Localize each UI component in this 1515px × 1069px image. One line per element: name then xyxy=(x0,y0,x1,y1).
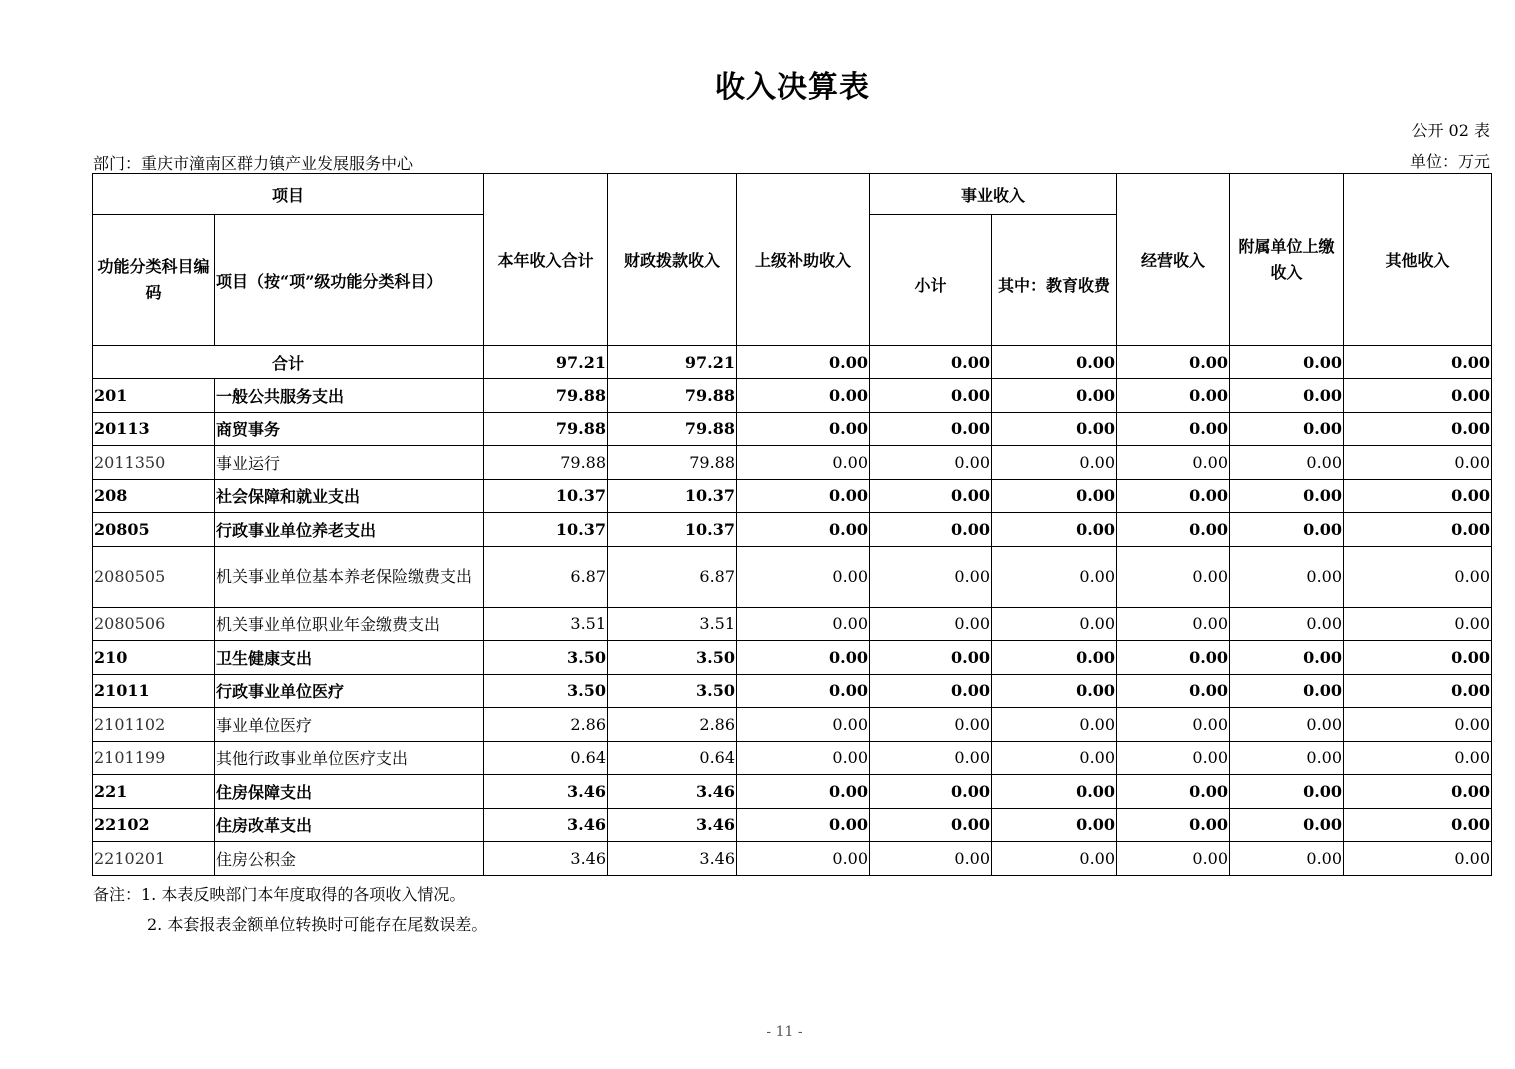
header-business-income: 事业收入 xyxy=(870,174,1117,215)
row-code: 2210201 xyxy=(93,842,215,876)
row-name: 机关事业单位基本养老保险缴费支出 xyxy=(215,546,484,607)
row-value: 0.00 xyxy=(1344,479,1492,513)
row-value: 0.00 xyxy=(870,412,992,446)
row-value: 0.00 xyxy=(1230,479,1344,513)
row-value: 0.00 xyxy=(737,808,870,842)
header-code: 功能分类科目编码 xyxy=(93,215,215,346)
row-code: 201 xyxy=(93,379,215,413)
row-value: 0.00 xyxy=(992,546,1117,607)
row-code: 20805 xyxy=(93,513,215,547)
row-value: 0.00 xyxy=(1230,741,1344,775)
row-value: 0.00 xyxy=(1230,674,1344,708)
row-value: 3.51 xyxy=(608,607,737,641)
row-value: 0.00 xyxy=(1230,842,1344,876)
row-value: 0.00 xyxy=(737,641,870,675)
header-subtotal: 小计 xyxy=(870,215,992,346)
row-value: 0.00 xyxy=(1117,674,1230,708)
total-value: 97.21 xyxy=(608,346,737,379)
table-row xyxy=(93,808,1492,842)
row-value: 0.00 xyxy=(1230,607,1344,641)
row-value: 3.46 xyxy=(608,842,737,876)
row-value: 0.00 xyxy=(992,379,1117,413)
table-row xyxy=(93,379,1492,413)
row-name: 行政事业单位养老支出 xyxy=(215,513,484,547)
row-value: 10.37 xyxy=(608,513,737,547)
row-code: 21011 xyxy=(93,674,215,708)
row-value: 0.00 xyxy=(992,708,1117,742)
row-value: 0.00 xyxy=(1344,379,1492,413)
row-value: 0.00 xyxy=(737,842,870,876)
row-value: 0.00 xyxy=(1117,479,1230,513)
row-value: 0.00 xyxy=(992,842,1117,876)
row-value: 0.00 xyxy=(992,775,1117,809)
row-value: 0.00 xyxy=(1230,808,1344,842)
row-value: 0.00 xyxy=(992,607,1117,641)
row-name: 商贸事务 xyxy=(215,412,484,446)
row-value: 0.00 xyxy=(870,446,992,480)
row-value: 0.00 xyxy=(870,808,992,842)
row-value: 0.00 xyxy=(737,379,870,413)
table-row xyxy=(93,479,1492,513)
table-row xyxy=(93,741,1492,775)
row-value: 10.37 xyxy=(608,479,737,513)
row-code: 2080505 xyxy=(93,546,215,607)
row-code: 2101199 xyxy=(93,741,215,775)
row-value: 3.50 xyxy=(484,674,608,708)
total-value: 0.00 xyxy=(1117,346,1230,379)
row-value: 0.00 xyxy=(1230,412,1344,446)
row-value: 0.00 xyxy=(1344,513,1492,547)
income-table xyxy=(92,173,1492,876)
total-value: 0.00 xyxy=(1344,346,1492,379)
row-value: 0.00 xyxy=(737,479,870,513)
row-value: 0.00 xyxy=(1344,641,1492,675)
row-value: 0.00 xyxy=(870,674,992,708)
row-value: 0.00 xyxy=(870,775,992,809)
row-value: 0.00 xyxy=(870,842,992,876)
row-value: 0.00 xyxy=(1117,513,1230,547)
report-title: 收入决算表 xyxy=(715,70,870,105)
row-name: 事业运行 xyxy=(215,446,484,480)
total-value: 97.21 xyxy=(484,346,608,379)
header-upper: 上级补助收入 xyxy=(737,174,870,346)
row-value: 0.00 xyxy=(870,607,992,641)
row-name: 住房保障支出 xyxy=(215,775,484,809)
total-value: 0.00 xyxy=(1230,346,1344,379)
row-value: 0.00 xyxy=(992,808,1117,842)
header-other: 其他收入 xyxy=(1344,174,1492,346)
table-row xyxy=(93,412,1492,446)
row-value: 0.00 xyxy=(737,546,870,607)
row-value: 0.00 xyxy=(1344,775,1492,809)
row-value: 3.46 xyxy=(484,808,608,842)
row-value: 3.50 xyxy=(608,674,737,708)
row-code: 22102 xyxy=(93,808,215,842)
row-value: 0.00 xyxy=(992,479,1117,513)
row-code: 221 xyxy=(93,775,215,809)
row-value: 0.00 xyxy=(1344,607,1492,641)
row-name: 社会保障和就业支出 xyxy=(215,479,484,513)
row-value: 0.00 xyxy=(992,674,1117,708)
row-value: 79.88 xyxy=(608,446,737,480)
table-row xyxy=(93,607,1492,641)
row-value: 0.00 xyxy=(1344,708,1492,742)
row-name: 一般公共服务支出 xyxy=(215,379,484,413)
row-value: 0.00 xyxy=(1117,607,1230,641)
unit-label: 单位：万元 xyxy=(1409,152,1490,171)
header-affiliated: 附属单位上缴收入 xyxy=(1230,174,1344,346)
table-row xyxy=(93,513,1492,547)
row-value: 0.00 xyxy=(1230,513,1344,547)
row-value: 0.00 xyxy=(737,446,870,480)
row-value: 0.00 xyxy=(870,708,992,742)
row-value: 0.00 xyxy=(1344,808,1492,842)
row-value: 0.00 xyxy=(1344,412,1492,446)
row-value: 6.87 xyxy=(484,546,608,607)
row-name: 住房公积金 xyxy=(215,842,484,876)
row-value: 0.00 xyxy=(1117,842,1230,876)
total-value: 0.00 xyxy=(870,346,992,379)
row-name: 住房改革支出 xyxy=(215,808,484,842)
row-name: 行政事业单位医疗 xyxy=(215,674,484,708)
table-row xyxy=(93,842,1492,876)
row-value: 0.00 xyxy=(1117,379,1230,413)
row-value: 3.51 xyxy=(484,607,608,641)
note-line-2: 2. 本套报表金额单位转换时可能存在尾数误差。 xyxy=(147,915,488,934)
row-value: 0.00 xyxy=(992,641,1117,675)
total-label: 合计 xyxy=(93,346,484,379)
form-number: 公开 02 表 xyxy=(1411,121,1490,140)
department-label: 部门：重庆市潼南区群力镇产业发展服务中心 xyxy=(93,154,414,173)
row-value: 79.88 xyxy=(484,412,608,446)
row-value: 10.37 xyxy=(484,479,608,513)
row-value: 0.00 xyxy=(992,446,1117,480)
row-value: 0.64 xyxy=(484,741,608,775)
row-value: 0.00 xyxy=(992,741,1117,775)
row-name: 事业单位医疗 xyxy=(215,708,484,742)
row-value: 0.00 xyxy=(1117,808,1230,842)
row-value: 0.00 xyxy=(1117,775,1230,809)
header-fiscal: 财政拨款收入 xyxy=(608,174,737,346)
note-line-1: 备注：1. 本表反映部门本年度取得的各项收入情况。 xyxy=(93,885,466,904)
row-value: 0.00 xyxy=(1230,546,1344,607)
row-value: 0.00 xyxy=(1117,708,1230,742)
row-value: 3.50 xyxy=(484,641,608,675)
table-row xyxy=(93,775,1492,809)
row-value: 79.88 xyxy=(484,446,608,480)
row-value: 79.88 xyxy=(484,379,608,413)
row-value: 3.46 xyxy=(608,775,737,809)
row-value: 0.00 xyxy=(992,412,1117,446)
header-total: 本年收入合计 xyxy=(484,174,608,346)
row-value: 2.86 xyxy=(608,708,737,742)
row-value: 0.00 xyxy=(1344,446,1492,480)
row-value: 0.00 xyxy=(1230,775,1344,809)
row-name: 其他行政事业单位医疗支出 xyxy=(215,741,484,775)
page-number: - 11 - xyxy=(766,1024,803,1040)
row-value: 0.00 xyxy=(737,607,870,641)
row-value: 0.00 xyxy=(737,775,870,809)
row-value: 0.00 xyxy=(870,379,992,413)
row-value: 79.88 xyxy=(608,379,737,413)
row-value: 0.00 xyxy=(1230,379,1344,413)
row-value: 0.00 xyxy=(870,479,992,513)
table-row xyxy=(93,446,1492,480)
row-code: 210 xyxy=(93,641,215,675)
row-value: 2.86 xyxy=(484,708,608,742)
notes xyxy=(93,880,487,940)
row-name: 卫生健康支出 xyxy=(215,641,484,675)
row-value: 0.00 xyxy=(870,741,992,775)
row-value: 0.64 xyxy=(608,741,737,775)
row-value: 79.88 xyxy=(608,412,737,446)
row-value: 3.46 xyxy=(484,842,608,876)
row-value: 0.00 xyxy=(992,513,1117,547)
row-value: 0.00 xyxy=(1117,741,1230,775)
row-code: 2011350 xyxy=(93,446,215,480)
row-value: 0.00 xyxy=(737,412,870,446)
row-value: 0.00 xyxy=(1344,741,1492,775)
row-code: 2101102 xyxy=(93,708,215,742)
row-value: 0.00 xyxy=(1344,842,1492,876)
row-value: 0.00 xyxy=(1117,546,1230,607)
row-value: 0.00 xyxy=(870,641,992,675)
row-value: 0.00 xyxy=(1117,412,1230,446)
header-operating: 经营收入 xyxy=(1117,174,1230,346)
row-value: 3.46 xyxy=(484,775,608,809)
row-code: 208 xyxy=(93,479,215,513)
total-row xyxy=(93,346,1492,379)
row-value: 0.00 xyxy=(870,513,992,547)
row-code: 2080506 xyxy=(93,607,215,641)
row-value: 3.50 xyxy=(608,641,737,675)
row-code: 20113 xyxy=(93,412,215,446)
table-row xyxy=(93,708,1492,742)
row-value: 10.37 xyxy=(484,513,608,547)
header-project: 项目 xyxy=(93,174,484,215)
row-value: 0.00 xyxy=(1344,546,1492,607)
table-row xyxy=(93,641,1492,675)
header-education: 其中：教育收费 xyxy=(992,215,1117,346)
row-value: 0.00 xyxy=(1117,641,1230,675)
row-value: 0.00 xyxy=(1117,446,1230,480)
row-value: 0.00 xyxy=(870,546,992,607)
row-value: 0.00 xyxy=(737,513,870,547)
total-value: 0.00 xyxy=(992,346,1117,379)
row-value: 0.00 xyxy=(737,674,870,708)
row-value: 0.00 xyxy=(737,708,870,742)
header-name: 项目（按“项”级功能分类科目） xyxy=(215,215,484,346)
row-value: 0.00 xyxy=(1230,641,1344,675)
table-row xyxy=(93,546,1492,607)
row-value: 0.00 xyxy=(1230,446,1344,480)
row-value: 6.87 xyxy=(608,546,737,607)
row-name: 机关事业单位职业年金缴费支出 xyxy=(215,607,484,641)
row-value: 0.00 xyxy=(737,741,870,775)
row-value: 0.00 xyxy=(1344,674,1492,708)
row-value: 0.00 xyxy=(1230,708,1344,742)
row-value: 3.46 xyxy=(608,808,737,842)
total-value: 0.00 xyxy=(737,346,870,379)
table-row xyxy=(93,674,1492,708)
